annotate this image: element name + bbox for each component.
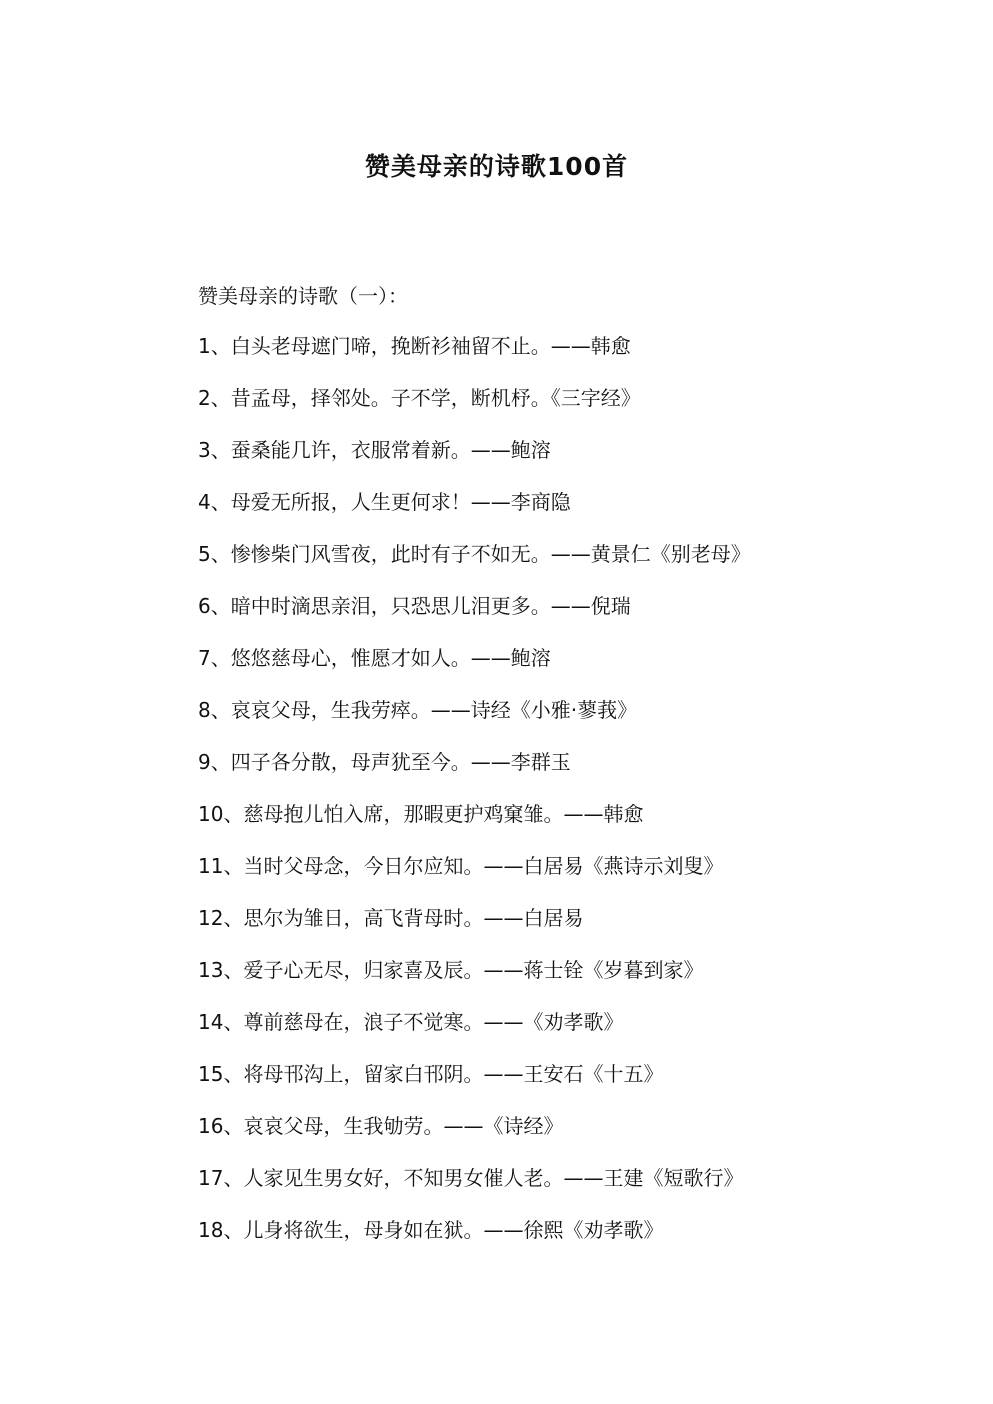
list-item: 17、人家见生男女好，不知男女催人老。——王建《短歌行》 xyxy=(198,1166,744,1190)
list-item: 2、昔孟母，择邻处。子不学，断机杼。《三字经》 xyxy=(198,386,641,410)
list-item: 16、哀哀父母，生我劬劳。——《诗经》 xyxy=(198,1114,564,1138)
list-item: 3、蚕桑能几许，衣服常着新。——鲍溶 xyxy=(198,438,551,462)
list-item: 13、爱子心无尽，归家喜及辰。——蒋士铨《岁暮到家》 xyxy=(198,958,704,982)
list-item: 10、慈母抱儿怕入席，那暇更护鸡窠雏。——韩愈 xyxy=(198,802,644,826)
list-item: 6、暗中时滴思亲泪，只恐思儿泪更多。——倪瑞 xyxy=(198,594,631,618)
list-item: 1、白头老母遮门啼，挽断衫袖留不止。——韩愈 xyxy=(198,334,631,358)
list-item: 15、将母邗沟上，留家白邗阴。——王安石《十五》 xyxy=(198,1062,664,1086)
list-item: 5、惨惨柴门风雪夜，此时有子不如无。——黄景仁《别老母》 xyxy=(198,542,751,566)
list-item: 18、儿身将欲生，母身如在狱。——徐熙《劝孝歌》 xyxy=(198,1218,664,1242)
section-heading: 赞美母亲的诗歌（一）： xyxy=(198,284,408,308)
list-item: 9、四子各分散，母声犹至今。——李群玉 xyxy=(198,750,571,774)
list-item: 8、哀哀父母，生我劳瘁。——诗经《小雅·蓼莪》 xyxy=(198,698,638,722)
list-item: 4、母爱无所报，人生更何求！——李商隐 xyxy=(198,490,571,514)
list-item: 14、尊前慈母在，浪子不觉寒。——《劝孝歌》 xyxy=(198,1010,624,1034)
list-item: 12、思尔为雏日，高飞背母时。——白居易 xyxy=(198,906,584,930)
poem-list xyxy=(198,331,898,1267)
list-item: 7、悠悠慈母心，惟愿才如人。——鲍溶 xyxy=(198,646,551,670)
page-title: 赞美母亲的诗歌100首 xyxy=(364,152,629,181)
list-item: 11、当时父母念，今日尔应知。——白居易《燕诗示刘叟》 xyxy=(198,854,724,878)
